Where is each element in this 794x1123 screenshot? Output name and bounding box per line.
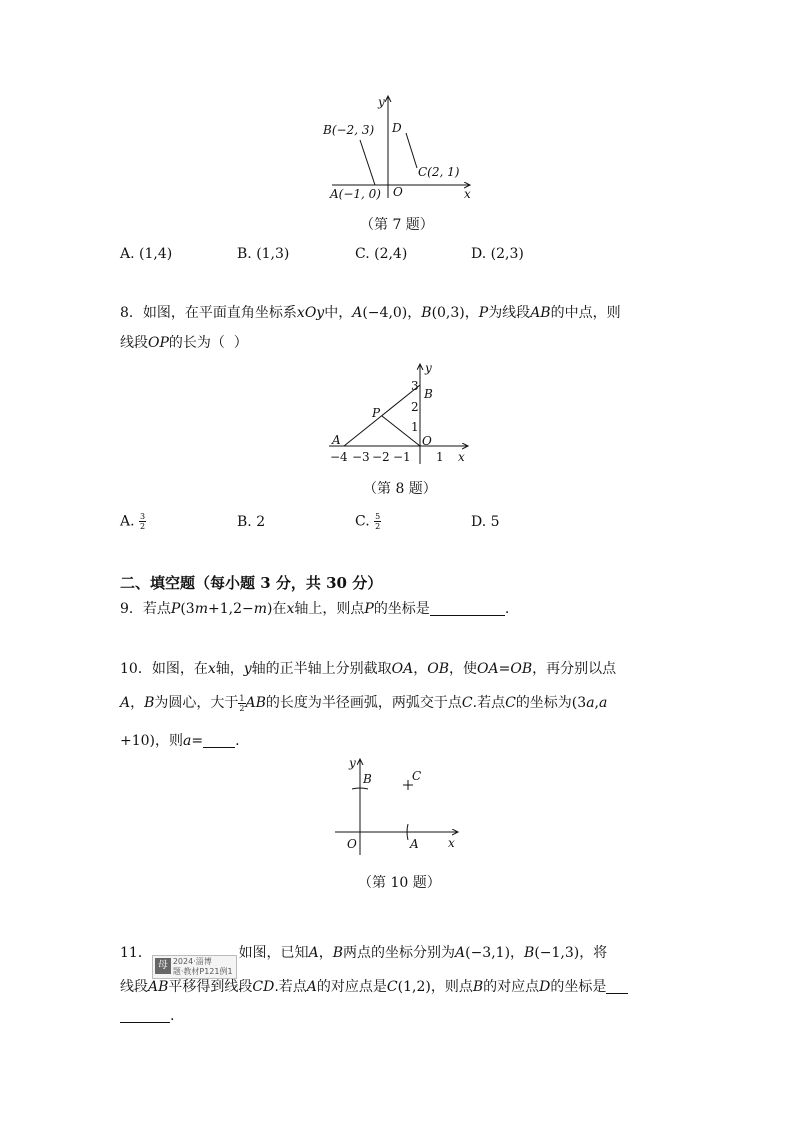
label-y: y xyxy=(425,361,432,375)
label-y: y xyxy=(378,95,385,109)
x-tick-neg2: −2 xyxy=(372,450,390,464)
q10-line3: +10)，则a= . xyxy=(120,733,240,749)
segment-ab xyxy=(360,140,375,185)
label-y: y xyxy=(349,756,356,770)
q7-option-c: C. (2,4) xyxy=(355,246,408,262)
badge-mark-icon: 母 xyxy=(155,958,171,974)
q11-line2: 线段AB平移得到线段CD.若点A的对应点是C(1,2)，则点B的对应点D的坐标是 xyxy=(120,976,628,996)
source-badge: 母 2024·淄博 题·教材P121例1 xyxy=(152,955,237,979)
q10-caption: （第 10 题） xyxy=(358,875,441,891)
q7-option-d: D. (2,3) xyxy=(471,246,524,262)
q8-figure xyxy=(325,360,475,470)
label-o: O xyxy=(347,837,357,851)
label-o: O xyxy=(393,185,403,199)
label-x: x xyxy=(448,836,455,850)
y-tick-3: 3 xyxy=(411,379,419,393)
label-o: O xyxy=(422,434,432,448)
q7-option-a: A. (1,4) xyxy=(120,246,173,262)
q7-caption: （第 7 题） xyxy=(360,217,434,233)
answer-blank-continued[interactable] xyxy=(120,1008,170,1023)
q10-figure xyxy=(330,755,465,855)
q9-stem: 9．若点P(3m+1,2−m)在x轴上，则点P的坐标是 . xyxy=(120,601,510,617)
answer-blank[interactable] xyxy=(606,979,628,994)
x-tick-neg4: −4 xyxy=(330,450,348,464)
x-tick-neg1: −1 xyxy=(393,450,411,464)
q10-line2: A，B为圆心，大于 $\frac{1}{2}$ AB的长度为半径画弧，两弧交于点C.若点C的坐标为(3a,a xyxy=(120,693,608,713)
q8-option-c: C. $\frac{5}{2}$ xyxy=(355,512,381,531)
x-tick-1: 1 xyxy=(436,450,444,464)
label-b: B(−2, 3) xyxy=(323,123,375,137)
q8-caption: （第 8 题） xyxy=(363,481,437,497)
q7-figure xyxy=(320,90,480,202)
answer-blank[interactable] xyxy=(203,733,235,748)
q11-line3: . xyxy=(120,1008,174,1024)
label-a: A xyxy=(332,433,341,447)
label-c: C(2, 1) xyxy=(418,165,460,179)
label-c: C xyxy=(412,769,422,783)
label-x: x xyxy=(458,450,465,464)
q8-option-a: A. $\frac{3}{2}$ xyxy=(120,512,146,531)
q8-option-b: B. 2 xyxy=(237,514,266,530)
q8-option-d: D. 5 xyxy=(471,514,500,530)
label-b: B xyxy=(363,772,372,786)
label-p: P xyxy=(372,406,381,420)
q10-line1: 10．如图，在x轴，y轴的正半轴上分别截取OA，OB，使OA=OB，再分别以点 xyxy=(120,661,617,677)
x-tick-neg3: −3 xyxy=(352,450,370,464)
y-tick-1: 1 xyxy=(411,420,419,434)
q8-stem-line1: 8．如图，在平面直角坐标系xOy中，A(−4,0)，B(0,3)，P为线段AB的中点，则 xyxy=(120,305,621,321)
label-d: D xyxy=(392,121,402,135)
y-tick-2: 2 xyxy=(411,400,419,414)
label-x: x xyxy=(464,187,471,201)
q11-line1: 11．母 2024·淄博 题·教材P121例1 如图，已知A，B两点的坐标分别为A(−3,1)，B(−1,3)，将 xyxy=(120,942,607,979)
label-a: A(−1, 0) xyxy=(330,187,381,201)
q8-stem-line2: 线段OP的长为（ ） xyxy=(120,335,248,351)
answer-blank[interactable] xyxy=(430,601,505,616)
label-b: B xyxy=(424,387,433,401)
segment-dc xyxy=(406,133,417,168)
q7-option-b: B. (1,3) xyxy=(237,246,290,262)
section-title: 二、填空题（每小题 3 分，共 30 分） xyxy=(120,574,383,592)
label-a: A xyxy=(410,837,419,851)
